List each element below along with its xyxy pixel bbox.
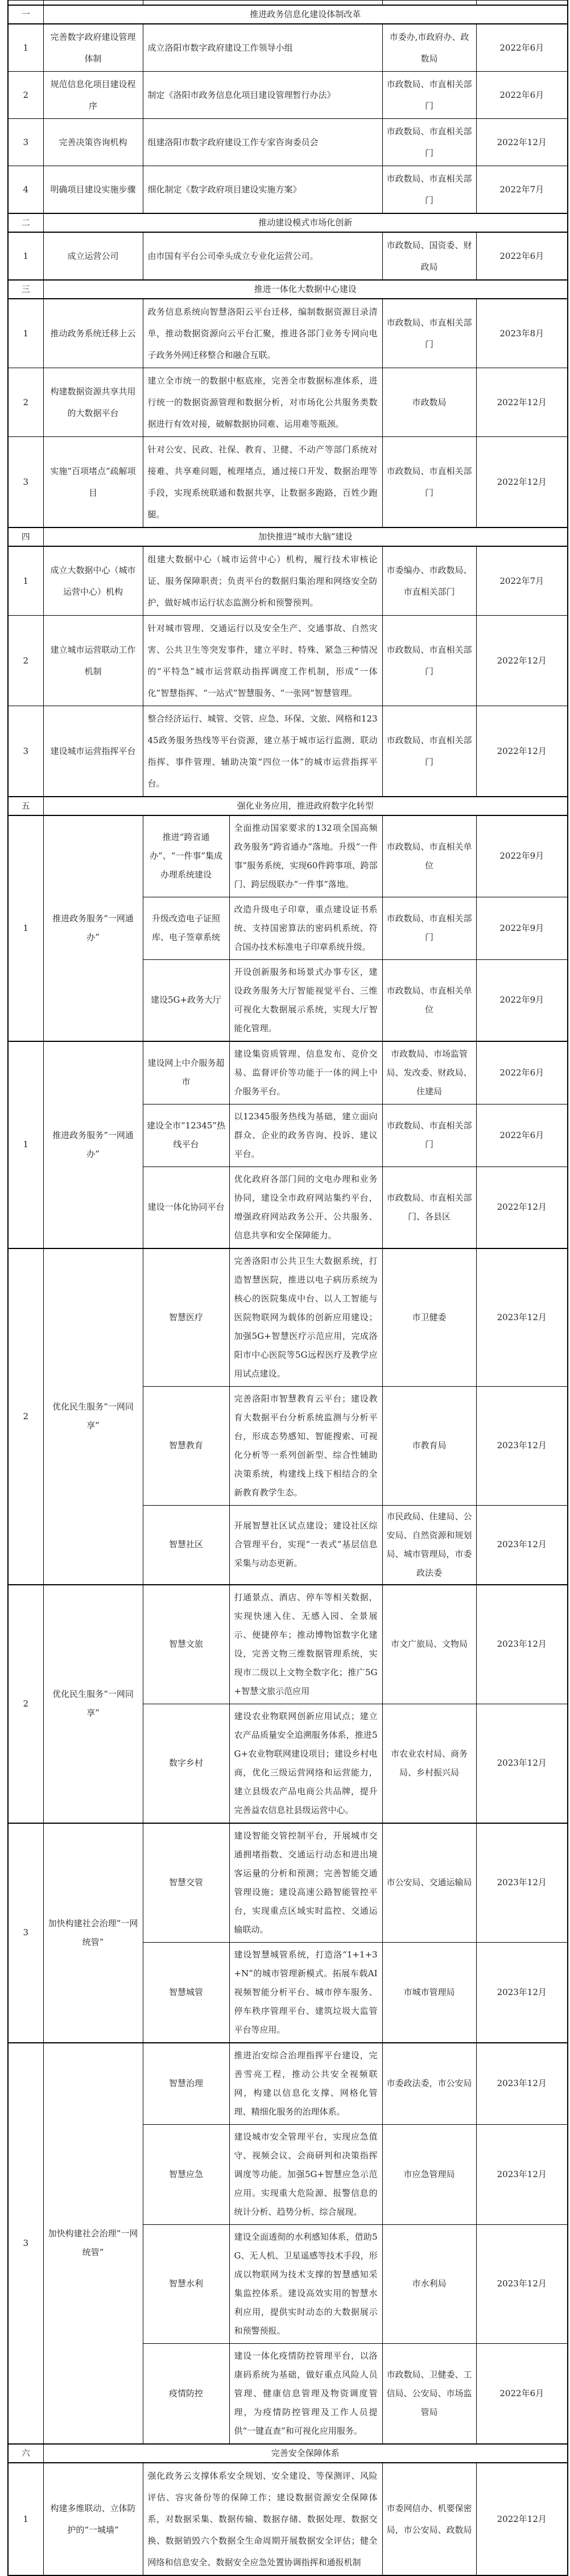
row-number-cell: 3	[8, 118, 43, 166]
content-cell: 打通景点、酒店、停车等相关数据，实现快速入住、无感入园、全景展示、便捷停车；推动博物馆数字化建设，完善文物三维数据管理系统，实现市二级以上文物全数字化；推广5G+智慧文旅示范应用	[229, 1585, 382, 1704]
task-name-cell: 完善决策咨询机构	[43, 118, 143, 166]
section-row	[8, 5, 568, 24]
content-cell: 建设农业物联网创新应用试点；建立农产品质量安全追溯服务体系，推进5G+农业物联网建设项目；建设乡村电商，优化三级运营网络和运营能力，建立县级农产品电商公共品牌，提升完善益农信息社县级运营中心。	[229, 1704, 382, 1823]
section-row	[8, 280, 568, 299]
deadline-cell: 2022年6月	[476, 1041, 568, 1104]
task-name-cell: 构建数据资源共享共用的大数据平台	[43, 368, 143, 436]
content-cell	[143, 1, 382, 5]
responsible-unit-cell: 市教育局	[382, 1386, 476, 1505]
responsible-unit-cell: 市政数局、市直相关部门	[382, 436, 476, 527]
section-title-cell: 强化业务应用，推进政府数字化转型	[43, 797, 568, 815]
deadline-cell: 2022年12月	[476, 615, 568, 706]
task-name-cell: 建立城市运营联动工作机制	[43, 615, 143, 706]
content-cell: 建设一体化疫情防控管理平台，以洛康码系统为基础，做好重点风险人员管理、健康信息管理及物资调度管理，为疫情防控管理及工作人员提供“一键直查”和可视化应用服务。	[229, 2343, 382, 2444]
content-cell: 由市国有平台公司牵头成立专业化运营公司。	[143, 232, 382, 280]
deadline-cell: 2023年12月	[476, 1823, 568, 1943]
subtask-row	[8, 2043, 568, 2125]
content-cell: 政务信息系统向智慧洛阳云平台迁移，编制数据资源目录清单，推动数据资源向云平台汇聚，推进各部门业务专网向电子政务外网迁移整合和融合互联。	[143, 299, 382, 368]
subtask-row	[8, 1041, 568, 1104]
row-number-cell: 3	[8, 2043, 43, 2444]
deadline-cell: 2023年8月	[476, 299, 568, 368]
content-cell: 推进治安综合治理指挥平台建设，完善雪亮工程，推动公共安全视频联网，构建以信息化支撑、网格化管理、精细化服务的治理体系。	[229, 2043, 382, 2125]
subtask-name-cell: 建设网上中介服务超市	[143, 1041, 229, 1104]
row-number-cell	[8, 1, 43, 5]
task-name-cell: 推进政务服务“一网通办”	[43, 815, 143, 1041]
deadline-cell: 2022年7月	[476, 546, 568, 616]
task-row	[8, 232, 568, 280]
subtask-row	[8, 1823, 568, 1943]
subtask-name-cell: 智慧交管	[143, 1823, 229, 1943]
content-cell: 建设集资质管理、信息发布、竞价交易、监督评价等功能于一体的网上中介服务平台。	[229, 1041, 382, 1104]
responsible-unit-cell: 市政数局、市直相关单位	[382, 959, 476, 1041]
responsible-unit-cell: 市政数局、市直相关部门	[382, 299, 476, 368]
subtask-name-cell: 疫情防控	[143, 2343, 229, 2444]
task-name-cell: 建设城市运营指挥平台	[43, 706, 143, 797]
deadline-cell: 2022年9月	[476, 897, 568, 959]
deadline-cell	[476, 1, 568, 5]
deadline-cell: 2022年12月	[476, 368, 568, 436]
responsible-unit-cell: 市农业农村局、商务局、乡村振兴局	[382, 1704, 476, 1823]
subtask-row	[8, 815, 568, 897]
subtask-name-cell: 建设5G+政务大厅	[143, 959, 229, 1041]
section-title-cell: 推进政务信息化建设体制改革	[43, 5, 568, 24]
responsible-unit-cell: 市政数局、市直相关部门	[382, 615, 476, 706]
section-number-cell: 三	[8, 280, 43, 299]
task-row	[8, 24, 568, 72]
responsible-unit-cell: 市委编办、市政数局、市直相关部门	[382, 546, 476, 616]
deadline-cell: 2023年12月	[476, 1942, 568, 2043]
task-row	[8, 71, 568, 118]
content-cell: 全面推动国家要求的132项全国高频政务服务“跨省通办”落地。升级“一件事”服务系统，实现60件跨事项、跨部门、跨层级联办“一件事”落地。	[229, 815, 382, 897]
content-cell: 针对公安、民政、社保、教育、卫健、不动产等部门系统对接难、共享难问题，梳理堵点，通过接口开发、数据治理等手段，实现系统联通和数据共享，让数据多跑路，百姓少跑腿。	[143, 436, 382, 527]
deadline-cell: 2023年12月	[476, 1386, 568, 1505]
deadline-cell: 2022年12月	[476, 706, 568, 797]
deadline-cell: 2022年6月	[476, 232, 568, 280]
task-row	[8, 706, 568, 797]
subtask-row	[8, 1248, 568, 1387]
task-name-cell: 加快构建社会治理“一网统管”	[43, 2043, 143, 2444]
subtask-name-cell: 建设一体化协同平台	[143, 1167, 229, 1248]
deadline-cell: 2022年12月	[476, 118, 568, 166]
deadline-cell: 2023年12月	[476, 1248, 568, 1387]
content-cell: 完善洛阳市公共卫生大数据系统，打造智慧医院，推进以电子病历系统为核心的医院集成中台、以人工智能与医院物联网为载体的创新应用建设；加强5G+智慧医疗示范应用，完成洛阳市中心医院等5G远程医疗及教学应用试点建设。	[229, 1248, 382, 1387]
subtask-name-cell: 数字乡村	[143, 1704, 229, 1823]
content-cell: 整合经济运行、城管、交管、应急、环保、文旅、网格和12345政务服务热线等平台资源，建立基于城市运行监测、联动指挥、事件管理、辅助决策“四位一体”的城市运营指挥平台。	[143, 706, 382, 797]
responsible-unit-cell: 市政数局、市场监管局、发改委、财政局、住建局	[382, 1041, 476, 1104]
section-title-cell: 完善安全保障体系	[43, 2444, 568, 2463]
content-cell: 以12345服务热线为基础，建立面向群众、企业的政务咨询、投诉、建议平台。	[229, 1104, 382, 1167]
section-number-cell: 五	[8, 797, 43, 815]
row-number-cell: 3	[8, 1823, 43, 2043]
table-body	[8, 1, 568, 2575]
task-row	[8, 299, 568, 368]
content-cell: 针对城市管理、交通运行以及安全生产、交通事故、自然灾害、公共卫生等突发事件，建立平时、特殊、紧急三种情况的“平特急”城市运营联动指挥调度工作机制，形成“一体化”智慧指挥、“一站式”智慧服务、“一张网”智慧管理。	[143, 615, 382, 706]
row-number-cell: 3	[8, 706, 43, 797]
deadline-cell: 2023年12月	[476, 1585, 568, 1704]
task-name-cell	[43, 1, 143, 5]
subtask-name-cell: 智慧应急	[143, 2124, 229, 2224]
subtask-name-cell: 智慧文旅	[143, 1585, 229, 1704]
row-number-cell: 1	[8, 2463, 43, 2575]
task-name-cell: 优化民生服务“一网同享”	[43, 1585, 143, 1823]
task-row	[8, 546, 568, 616]
task-name-cell: 加快构建社会治理“一网统管”	[43, 1823, 143, 2043]
content-cell: 开设创新服务和场景式办事专区，建设政务服务大厅智能视觉平台、三维可视化大数据展示系统，实现大厅智能化管理。	[229, 959, 382, 1041]
deadline-cell: 2023年12月	[476, 1505, 568, 1585]
deadline-cell: 2023年12月	[476, 1704, 568, 1823]
section-title-cell: 推动建设模式市场化创新	[43, 213, 568, 232]
content-cell: 建立全市统一的数据中枢底座，完善全市数据标准体系，进行统一的数据资源管理和数据分析，对市场化公共服务类数据进行有效对接，破解数据协同难、运用难等瓶颈。	[143, 368, 382, 436]
task-name-cell: 推进政务服务“一网通办”	[43, 1041, 143, 1248]
section-number-cell: 二	[8, 213, 43, 232]
row-number-cell: 1	[8, 24, 43, 72]
section-title-cell: 加快推进“城市大脑”建设	[43, 527, 568, 546]
responsible-unit-cell: 市委办,市政府办、政数局	[382, 24, 476, 72]
content-cell: 建设智能交管控制平台，开展城市交通拥堵指数、交通运行动态和进出境客运量的分析和预测；完善智能交通管理设施；建设高速公路智能管控平台，实现重点区域实时监控、交通运输联动。	[229, 1823, 382, 1943]
deadline-cell: 2023年12月	[476, 2043, 568, 2125]
content-cell: 组建洛阳市数字政府建设工作专家咨询委员会	[143, 118, 382, 166]
responsible-unit-cell: 市委网信办、机要保密局，市公安局、政数局	[382, 2463, 476, 2575]
task-row	[8, 615, 568, 706]
responsible-unit-cell: 市文广旅局、文物局	[382, 1585, 476, 1704]
row-number-cell: 3	[8, 436, 43, 527]
responsible-unit-cell: 市政数局、市直相关单位	[382, 815, 476, 897]
deadline-cell: 2022年12月	[476, 1167, 568, 1248]
deadline-cell: 2022年6月	[476, 1104, 568, 1167]
section-row	[8, 797, 568, 815]
section-number-cell: 四	[8, 527, 43, 546]
subtask-name-cell: 建设全市“12345”热线平台	[143, 1104, 229, 1167]
row-number-cell: 1	[8, 1041, 43, 1248]
subtask-name-cell: 升级改造电子证照库、电子签章系统	[143, 897, 229, 959]
row-number-cell: 2	[8, 615, 43, 706]
responsible-unit-cell: 市政数局	[382, 368, 476, 436]
row-number-cell: 1	[8, 815, 43, 1041]
content-cell: 建设智慧城管系统，打造洛“1+1+3+N”的城市管理新模式。拓展车载AI视频智能分析平台、城市停车服务、停车秩序管理平台、建筑垃圾大监管平台等应用。	[229, 1942, 382, 2043]
deadline-cell: 2022年6月	[476, 2343, 568, 2444]
responsible-unit-cell: 市政数局、市直相关部门	[382, 71, 476, 118]
content-cell: 开展智慧社区试点建设；建设社区综合管理平台，实现“一表式”基层信息采集与动态更新。	[229, 1505, 382, 1585]
responsible-unit-cell: 市政数局、卫健委、工信局、公安局、市场监管局	[382, 2343, 476, 2444]
content-cell: 强化政务云支撑体系安全规划、安全建设、等保测评、风险评估、容灾备份等的保障工作；建设数据资源安全保障体系，对数据采集、数据传输、数据存储、数据处理、数据交换、数据销毁六个数据全生命周期开展数据安全评估；健全网络和信息安全、数据安全应急处置协调指挥和通报机制	[143, 2463, 382, 2575]
section-title-cell: 推进一体化大数据中心建设	[43, 280, 568, 299]
responsible-unit-cell: 市政数局、市直相关部门	[382, 1104, 476, 1167]
task-row	[8, 166, 568, 213]
deadline-cell: 2023年12月	[476, 2124, 568, 2224]
row-number-cell: 2	[8, 368, 43, 436]
subtask-name-cell: 智慧治理	[143, 2043, 229, 2125]
section-number-cell: 六	[8, 2444, 43, 2463]
task-name-cell: 构建多维联动、立体防护的“一城墙”	[43, 2463, 143, 2575]
task-row	[8, 118, 568, 166]
content-cell: 制定《洛阳市政务信息化项目建设管理暂行办法》	[143, 71, 382, 118]
responsible-unit-cell: 市城市管理局	[382, 1942, 476, 2043]
task-row	[8, 368, 568, 436]
responsible-unit-cell: 市公安局、交通运输局	[382, 1823, 476, 1943]
row-number-cell: 1	[8, 232, 43, 280]
subtask-name-cell: 智慧城管	[143, 1942, 229, 2043]
deadline-cell: 2022年9月	[476, 815, 568, 897]
task-name-cell: 优化民生服务“一网同享”	[43, 1248, 143, 1585]
action-plan-table	[7, 0, 568, 2576]
subtask-name-cell: 智慧社区	[143, 1505, 229, 1585]
subtask-name-cell: 推进“跨省通办”、“一件事”集成办理系统建设	[143, 815, 229, 897]
responsible-unit-cell: 市政数局、市直相关部门	[382, 166, 476, 213]
task-name-cell: 成立运营公司	[43, 232, 143, 280]
content-cell: 细化制定《数字政府项目建设实施方案》	[143, 166, 382, 213]
row-number-cell: 1	[8, 546, 43, 616]
deadline-cell: 2022年9月	[476, 959, 568, 1041]
content-cell: 成立洛阳市数字政府建设工作领导小组	[143, 24, 382, 72]
responsible-unit-cell: 市政数局、市直相关部门	[382, 897, 476, 959]
row-number-cell: 2	[8, 71, 43, 118]
content-cell: 完善洛阳市智慧教育云平台；建设教育大数据平台分析系统监测与分析平台，形成态势感知、智能搜索、可视化分析等一系列创新型、综合性辅助决策系统，构建线上线下相结合的全新教育教学生态。	[229, 1386, 382, 1505]
row-number-cell: 2	[8, 1585, 43, 1823]
deadline-cell: 2022年12月	[476, 2463, 568, 2575]
section-row	[8, 2444, 568, 2463]
responsible-unit-cell: 市政数局、市直相关部门	[382, 118, 476, 166]
responsible-unit-cell: 市水利局	[382, 2224, 476, 2343]
responsible-unit-cell: 市政数局、市直相关部门、各县区	[382, 1167, 476, 1248]
deadline-cell: 2022年6月	[476, 71, 568, 118]
task-name-cell: 完善数字政府建设管理体制	[43, 24, 143, 72]
responsible-unit-cell: 市卫健委	[382, 1248, 476, 1387]
responsible-unit-cell: 市民政局、住建局、公安局、自然资源和规划局、城市管理局，市委政法委	[382, 1505, 476, 1585]
content-cell: 组建大数据中心（城市运营中心）机构，履行技术审核论证、服务保障职责；负责平台的数据归集治理和网络安全防护，做好城市运行状态监测分析和预警预判。	[143, 546, 382, 616]
section-row	[8, 213, 568, 232]
clipped-header-row	[8, 1, 568, 5]
deadline-cell: 2022年6月	[476, 24, 568, 72]
subtask-name-cell: 智慧教育	[143, 1386, 229, 1505]
responsible-unit-cell: 市应急管理局	[382, 2124, 476, 2224]
subtask-row	[8, 1585, 568, 1704]
responsible-unit-cell	[382, 1, 476, 5]
task-name-cell: 成立大数据中心（城市运营中心）机构	[43, 546, 143, 616]
row-number-cell: 1	[8, 299, 43, 368]
deadline-cell: 2023年12月	[476, 2224, 568, 2343]
section-number-cell: 一	[8, 5, 43, 24]
task-row	[8, 2463, 568, 2575]
section-row	[8, 527, 568, 546]
task-name-cell: 实施“百项堵点”疏解项目	[43, 436, 143, 527]
responsible-unit-cell: 市委政法委，市公安局	[382, 2043, 476, 2125]
deadline-cell: 2022年12月	[476, 436, 568, 527]
content-cell: 建设城市安全管理平台，实现应急值守、视频会议、会商研判和决策指挥调度等功能。加强5G+智慧应急示范应用。实现重大危险源、报警信息的统计分析、趋势分析、综合展现。	[229, 2124, 382, 2224]
task-name-cell: 规范信息化项目建设程序	[43, 71, 143, 118]
content-cell: 改造升级电子印章，重点建设证书系统、支持国密算法的密码机系统、符合国办技术标准电子印章系统升级。	[229, 897, 382, 959]
content-cell: 建设全面透彻的水利感知体系，借助5G、无人机、卫星遥感等技术手段，形成以物联网为技术支撑的智慧感知采集监控体系。建设高效实用的智慧水利应用，提供实时动态的大数据展示和预警预报。	[229, 2224, 382, 2343]
row-number-cell: 4	[8, 166, 43, 213]
row-number-cell: 2	[8, 1248, 43, 1585]
subtask-name-cell: 智慧水利	[143, 2224, 229, 2343]
task-row	[8, 436, 568, 527]
task-name-cell: 推动政务系统迁移上云	[43, 299, 143, 368]
responsible-unit-cell: 市政数局、市直相关部门	[382, 706, 476, 797]
content-cell: 优化政府各部门间的文电办理和业务协同，建设全市政府网站集约平台，增强政府网站政务公开、公共服务、信息共享和安全保障能力。	[229, 1167, 382, 1248]
responsible-unit-cell: 市政数局、国资委、财政局	[382, 232, 476, 280]
task-name-cell: 明确项目建设实施步骤	[43, 166, 143, 213]
deadline-cell: 2022年7月	[476, 166, 568, 213]
subtask-name-cell: 智慧医疗	[143, 1248, 229, 1387]
